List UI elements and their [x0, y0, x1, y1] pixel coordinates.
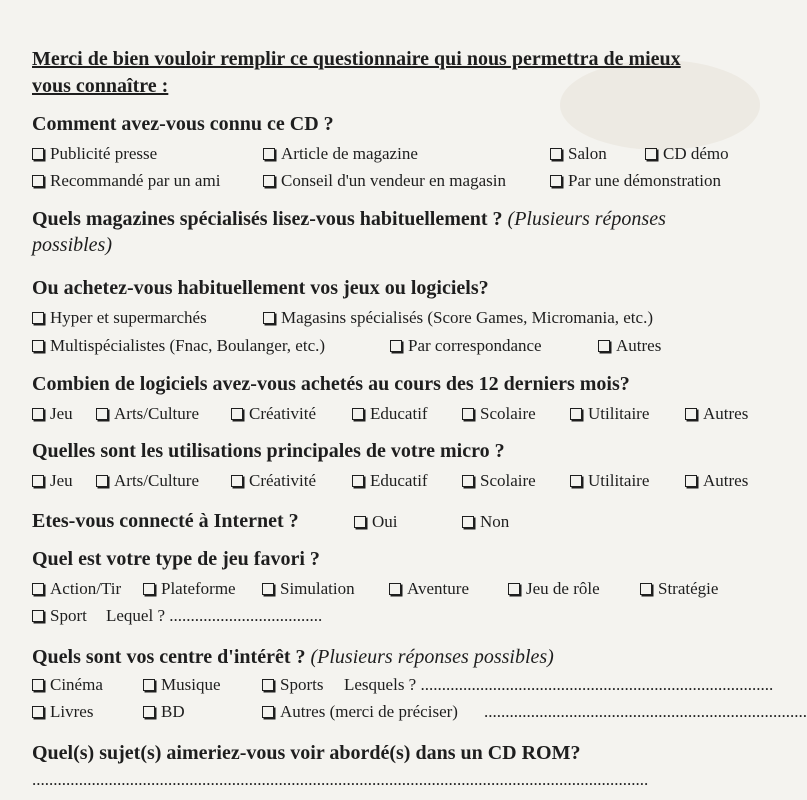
option-scolaire[interactable]: Scolaire	[462, 404, 536, 424]
option-aventure[interactable]: Aventure	[389, 579, 469, 599]
checkbox-icon[interactable]	[32, 340, 44, 352]
checkbox-icon[interactable]	[570, 475, 582, 487]
option-creativite[interactable]: Créativité	[231, 404, 316, 424]
sports-which-field[interactable]: Lesquels ? ...................................................................................	[344, 675, 774, 694]
checkbox-icon[interactable]	[32, 148, 44, 160]
option-action-tir[interactable]: Action/Tir	[32, 579, 121, 599]
question-internet: Etes-vous connecté à Internet ?	[32, 510, 299, 532]
checkbox-icon[interactable]	[550, 175, 562, 187]
checkbox-icon[interactable]	[32, 475, 44, 487]
option-utilitaire[interactable]: Utilitaire	[570, 471, 649, 491]
checkbox-icon[interactable]	[389, 583, 401, 595]
intro-line-1: Merci de bien vouloir remplir ce questionnaire qui nous permettra de mieux	[32, 48, 681, 70]
checkbox-icon[interactable]	[231, 475, 243, 487]
question-how-many: Combien de logiciels avez-vous achetés au cours des 12 derniers mois?	[32, 373, 630, 395]
question-game-type: Quel est votre type de jeu favori ?	[32, 548, 320, 570]
checkbox-icon[interactable]	[143, 679, 155, 691]
checkbox-icon[interactable]	[262, 706, 274, 718]
question-micro-usage: Quelles sont les utilisations principales de votre micro ?	[32, 440, 505, 462]
option-hyper[interactable]: Hyper et supermarchés	[32, 308, 207, 328]
intro-line-2: vous connaître :	[32, 75, 169, 97]
checkbox-icon[interactable]	[32, 610, 44, 622]
checkbox-icon[interactable]	[390, 340, 402, 352]
checkbox-icon[interactable]	[685, 408, 697, 420]
option-salon[interactable]: Salon	[550, 144, 607, 164]
option-bd[interactable]: BD	[143, 702, 185, 722]
option-autres[interactable]: Autres	[598, 336, 661, 356]
option-musique[interactable]: Musique	[143, 675, 221, 695]
option-publicite-presse[interactable]: Publicité presse	[32, 144, 157, 164]
option-jeu[interactable]: Jeu	[32, 471, 73, 491]
checkbox-icon[interactable]	[550, 148, 562, 160]
option-simulation[interactable]: Simulation	[262, 579, 355, 599]
option-magasins-specialises[interactable]: Magasins spécialisés (Score Games, Micromania, etc.)	[263, 308, 653, 328]
checkbox-icon[interactable]	[462, 408, 474, 420]
checkbox-icon[interactable]	[462, 475, 474, 487]
option-oui[interactable]: Oui	[354, 512, 398, 532]
option-livres[interactable]: Livres	[32, 702, 93, 722]
question-cd-rom-topics: Quel(s) sujet(s) aimeriez-vous voir abordé(s) dans un CD ROM?	[32, 742, 581, 764]
checkbox-icon[interactable]	[32, 175, 44, 187]
option-scolaire[interactable]: Scolaire	[462, 471, 536, 491]
checkbox-icon[interactable]	[32, 706, 44, 718]
checkbox-icon[interactable]	[263, 175, 275, 187]
option-par-demonstration[interactable]: Par une démonstration	[550, 171, 721, 191]
option-correspondance[interactable]: Par correspondance	[390, 336, 542, 356]
option-creativite[interactable]: Créativité	[231, 471, 316, 491]
checkbox-icon[interactable]	[96, 475, 108, 487]
option-jeu[interactable]: Jeu	[32, 404, 73, 424]
option-cd-demo[interactable]: CD démo	[645, 144, 729, 164]
paper-stain	[560, 60, 760, 150]
option-educatif[interactable]: Educatif	[352, 471, 428, 491]
checkbox-icon[interactable]	[352, 475, 364, 487]
question-magazines-note: (Plusieurs réponses	[507, 208, 666, 230]
checkbox-icon[interactable]	[508, 583, 520, 595]
option-non[interactable]: Non	[462, 512, 509, 532]
checkbox-icon[interactable]	[32, 312, 44, 324]
cd-rom-topics-field[interactable]: .................................................................................................................................................	[32, 770, 649, 789]
checkbox-icon[interactable]	[685, 475, 697, 487]
checkbox-icon[interactable]	[354, 516, 366, 528]
option-arts-culture[interactable]: Arts/Culture	[96, 404, 199, 424]
checkbox-icon[interactable]	[262, 679, 274, 691]
checkbox-icon[interactable]	[32, 583, 44, 595]
autres-precisez-field[interactable]: ............................................................................	[484, 702, 807, 721]
question-how-known: Comment avez-vous connu ce CD ?	[32, 113, 334, 135]
option-educatif[interactable]: Educatif	[352, 404, 428, 424]
question-magazines: Quels magazines spécialisés lisez-vous habituellement ? (Plusieurs réponses	[32, 208, 666, 230]
checkbox-icon[interactable]	[262, 583, 274, 595]
option-recommande-ami[interactable]: Recommandé par un ami	[32, 171, 220, 191]
option-autres[interactable]: Autres (merci de préciser)	[262, 702, 458, 722]
option-autres[interactable]: Autres	[685, 404, 748, 424]
option-cinema[interactable]: Cinéma	[32, 675, 103, 695]
option-arts-culture[interactable]: Arts/Culture	[96, 471, 199, 491]
option-sport[interactable]: Sport	[32, 606, 87, 626]
question-where-buy: Ou achetez-vous habituellement vos jeux ou logiciels?	[32, 277, 489, 299]
checkbox-icon[interactable]	[231, 408, 243, 420]
question-interests-note: (Plusieurs réponses possibles)	[310, 646, 554, 668]
checkbox-icon[interactable]	[32, 408, 44, 420]
checkbox-icon[interactable]	[570, 408, 582, 420]
checkbox-icon[interactable]	[462, 516, 474, 528]
checkbox-icon[interactable]	[352, 408, 364, 420]
option-jeu-de-role[interactable]: Jeu de rôle	[508, 579, 600, 599]
option-article-magazine[interactable]: Article de magazine	[263, 144, 418, 164]
checkbox-icon[interactable]	[598, 340, 610, 352]
option-strategie[interactable]: Stratégie	[640, 579, 718, 599]
sport-which-field[interactable]: Lequel ? ....................................	[106, 606, 323, 625]
option-autres[interactable]: Autres	[685, 471, 748, 491]
checkbox-icon[interactable]	[645, 148, 657, 160]
checkbox-icon[interactable]	[143, 706, 155, 718]
question-interests: Quels sont vos centre d'intérêt ? (Plusieurs réponses possibles)	[32, 646, 554, 668]
option-utilitaire[interactable]: Utilitaire	[570, 404, 649, 424]
option-sports[interactable]: Sports	[262, 675, 323, 695]
question-magazines-note-cont: possibles)	[32, 234, 112, 256]
checkbox-icon[interactable]	[263, 148, 275, 160]
option-multispecialistes[interactable]: Multispécialistes (Fnac, Boulanger, etc.)	[32, 336, 325, 356]
checkbox-icon[interactable]	[263, 312, 275, 324]
checkbox-icon[interactable]	[32, 679, 44, 691]
checkbox-icon[interactable]	[640, 583, 652, 595]
checkbox-icon[interactable]	[143, 583, 155, 595]
checkbox-icon[interactable]	[96, 408, 108, 420]
option-conseil-vendeur[interactable]: Conseil d'un vendeur en magasin	[263, 171, 506, 191]
option-plateforme[interactable]: Plateforme	[143, 579, 236, 599]
